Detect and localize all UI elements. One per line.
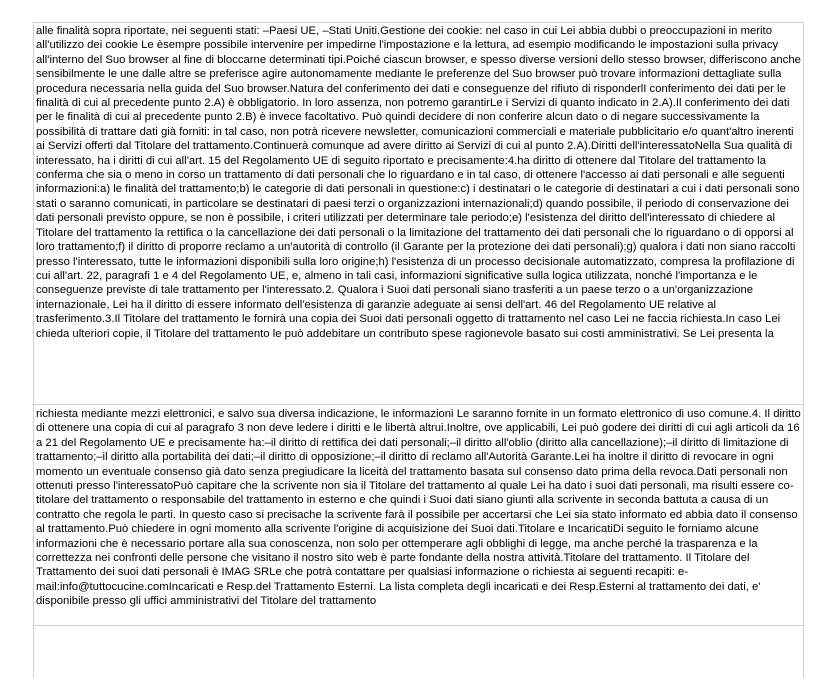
text-cell-2[interactable]: richiesta mediante mezzi elettronici, e salvo sua diversa indicazione, le informazioni Le saranno fornite in un formato elettronico di uso comune.4. Il diritto di ottenere una copia di cui al paragrafo 3 non deve ledere i diritti e le libertà altrui.Inoltre, ove applicabili, Lei può godere dei diritti di cui agli articoli da 16 a 21 del Regolamento UE e precisamente ha:–il diritto di rettifica dei dati personali;–il diritto all'oblio (diritto alla cancellazione);–il diritto di limitazione di trattamento;–il diritto alla portabilità dei dati;–il diritto di opposizione;–il diritto di reclamo all'Autorità Garante.Lei ha inoltre il diritto di revocare in ogni momento un eventuale consenso già dato senza pregiudicare la liceità del trattamento basata sul consenso dato prima della revoca.Dati personali non ottenuti presso l'interessatoPuò capitare che la scrivente non sia il Titolare del trattamento al quale Lei ha dato i suoi dati personali, ma risulti essere co-titolare del trattamento o responsabile del trattamento in esterno e che quindi i Suoi dati siano giunti alla scrivente in seconda battuta a causa di un contratto che regola le parti. In questo caso si precisache la scrivente farà il possibile per accertarsi che Lei sia stato informato ed abbia dato il consenso al trattamento.Può chiedere in ogni momento alla scrivente l'origine di acquisizione dei Suoi dati.Titolare e IncaricatiDi seguito le forniamo alcune informazioni che è necessario portare alla sua conoscenza, non solo per ottemperare agli obblighi di legge, ma anche perché la trasparenza e la correttezza nei confronti delle persone che visitano il nostro sito web è parte fondante della nostra attività.Titolare del trattamento. Il Titolare del Trattamento dei suoi dati personali è IMAG SRLe che potrà contattare per qualsiasi informazione o richiesta ai seguenti recapiti: e-mail:info@tuttocucine.comIncaricati e Resp.del Trattamento Esterni. La lista completa degli incaricati e dei Resp.Esterni al trattamento dei dati, e' disponibile presso gli uffici amministrativi del Titolare del trattamento (33, 405, 804, 626)
text-cell-1[interactable]: alle finalità sopra riportate, nei seguenti stati: –Paesi UE, –Stati Uniti.Gestione dei cookie: nel caso in cui Lei abbia dubbi o preoccupazioni in merito all'utilizzo dei cookie Le èsempre possibile intervenire per impedirne l'impostazione e la lettura, ad esempio modificando le impostazioni sulla privacy all'interno del Suo browser al fine di bloccarne determinati tipi.Poiché ciascun browser, e spesso diverse versioni dello stesso browser, differiscono anche sensibilmente le une dalle altre se preferisce agire autonomamente mediante le preferenze del Suo browser può trovare informazioni dettagliate sulla procedura necessaria nella guida del Suo browser.Natura del conferimento dei dati e conseguenze del rifiuto di risponderlI conferimento dei dati per le finalità di cui al precedente punto 2.A) è obbligatorio. In loro assenza, non potremo garantirLe i Servizi di quanto indicato in 2.A).Il conferimento dei dati per le finalità di cui al precedente punto 2.B) è invece facoltativo. Può quindi decidere di non conferire alcun dato o di negare successivamente la possibilità di trattare dati già forniti: in tal caso, non potrà ricevere newsletter, comunicazioni commerciali e materiale pubblicitario e/o quant'altro inerenti ai Servizi offerti dal Titolare del trattamento.Continuerà comunque ad avere diritto ai Servizi di cui al punto 2.A).Diritti dell'interessatoNella Sua qualità di interessato, ha i diritti di cui all'art. 15 del Regolamento UE di seguito riportato e precisamente:4.ha diritto di ottenere dal Titolare del trattamento la conferma che sia o meno in corso un trattamento di dati personali che lo riguardano e in tal caso, di ottenere l'accesso ai dati personali e alle seguenti informazioni:a) le finalità del trattamento;b) le categorie di dati personali in questione:c) i destinatari o le categorie di destinatari a cui i dati personali sono stati o saranno comunicati, in particolare se destinatari di paesi terzi o organizzazioni internazionali;d) quando possibile, il periodo di conservazione dei dati personali previsto oppure, se non è possibile, i criteri utilizzati per determinare tale periodo;e) l'esistenza del diritto dell'interessato di chiedere al Titolare del trattamento la rettifica o la cancellazione dei dati personali o la limitazione del trattamento dei dati personali che lo riguardano o di opporsi al loro trattamento;f) il diritto di proporre reclamo a un'autorità di controllo (il Garante per la protezione dei dati personali);g) qualora i dati non siano raccolti presso l'interessato, tutte le informazioni disponibili sulla loro origine;h) l'esistenza di un processo decisionale automatizzato, compresa la profilazione di cui all'art. 22, paragrafi 1 e 4 del Regolamento UE, e, almeno in tali casi, informazioni significative sulla logica utilizzata, nonché l'importanza e le conseguenze previste di tale trattamento per l'interessato.2. Qualora i Suoi dati personali siano trasferiti a un paese terzo o a un'organizzazione internazionale, Lei ha il diritto di essere informato dell'esistenza di garanzie adeguate ai sensi dell'art. 46 del Regolamento UE relative al trasferimento.3.Il Titolare del trattamento le fornirà una copia dei Suoi dati personali oggetto di trattamento nel caso Lei ne faccia richiesta.In caso Lei chieda ulteriori copie, il Titolare del trattamento le può addebitare un contributo spese ragionevole basato sui costi amministrativi. Se Lei presenta la (33, 22, 804, 405)
text-cell-3[interactable] (33, 626, 804, 678)
